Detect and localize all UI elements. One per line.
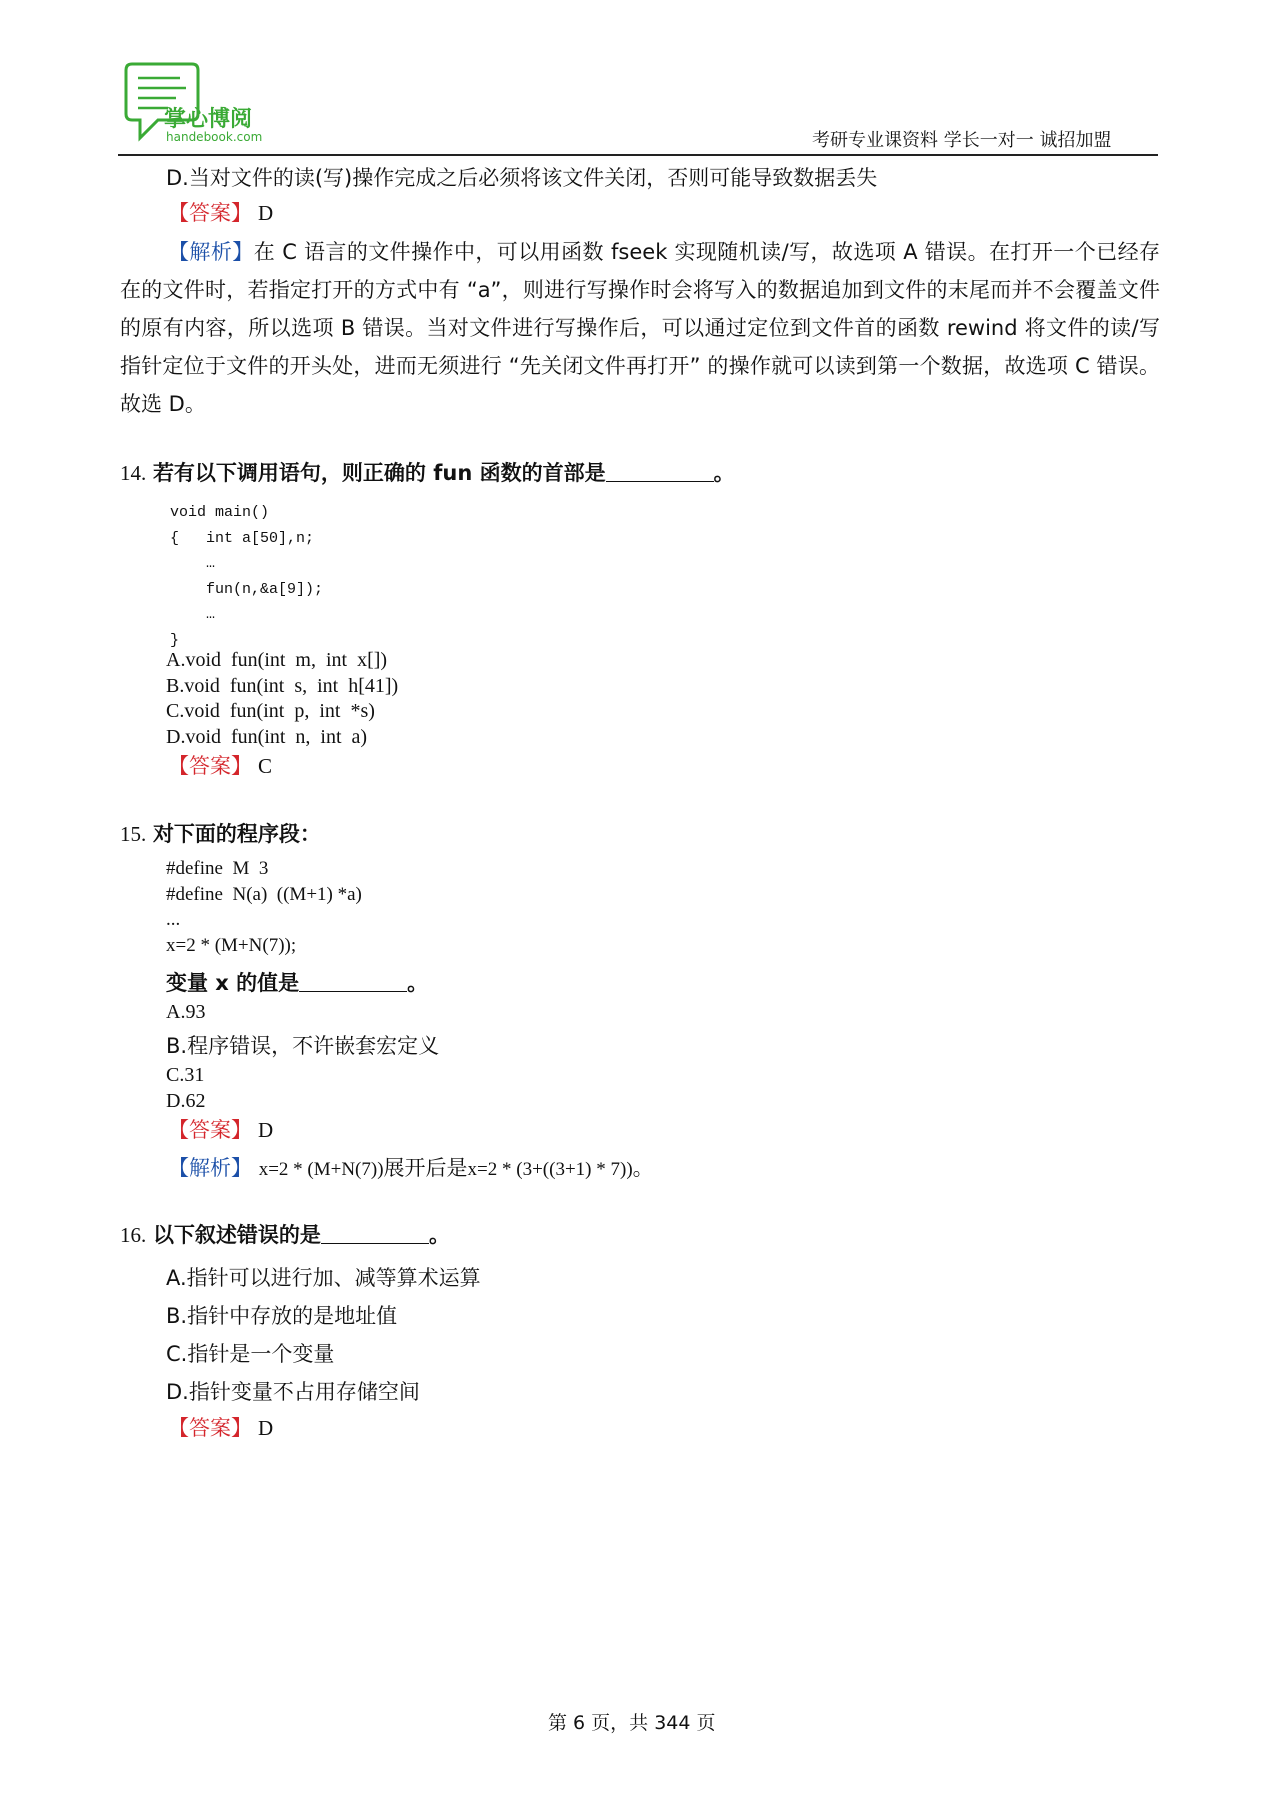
- page-number: 第 6 页，共 344 页: [548, 1712, 716, 1734]
- code-line: …: [170, 555, 216, 572]
- code-line: ...: [166, 909, 181, 930]
- analysis-expr-expanded: x=2 * (3+((3+1) * 7)): [467, 1159, 633, 1180]
- question-period: 。: [407, 971, 429, 995]
- analysis-label: 【解析】: [168, 1156, 252, 1180]
- q13-answer: [168, 199, 273, 227]
- code-line: #define M 3: [166, 858, 269, 879]
- option-a: A.93: [166, 1001, 206, 1023]
- option-b: B.程序错误，不许嵌套宏定义: [166, 1034, 440, 1058]
- header-tagline: 考研专业课资料 学长一对一 诚招加盟: [812, 130, 1112, 151]
- option-b: B.void fun(int s, int h[41]): [166, 674, 399, 697]
- answer-label: 【答案】: [168, 201, 252, 225]
- answer-label: 【答案】: [168, 754, 252, 778]
- option-c: C.31: [166, 1064, 205, 1086]
- answer-value: D: [258, 201, 274, 225]
- analysis-text: 在 C 语言的文件操作中，可以用函数 fseek 实现随机读/写，故选项 A 错误。在打开一个已经存在的文件时，若指定打开的方式中有 “a”，则进行写操作时会将写入的数据追加到文件的末尾而并不会覆盖文件的原有内容，所以选项 B 错误。当对文件进行写操作后，可以通过定位到文件首的函数 rewind 将文件的读/写指针定位于文件的开头处，进而无须进行 “先关闭文件再打开” 的操作就可以读到第一个数据，故选项 C 错误。故选 D。: [120, 240, 1160, 416]
- logo-chinese-name: 掌心博阅: [164, 107, 253, 132]
- option-a: A.指针可以进行加、减等算术运算: [166, 1266, 481, 1290]
- header-rule: [118, 154, 1158, 156]
- option-c: C.指针是一个变量: [166, 1342, 335, 1366]
- answer-value: D: [258, 1118, 274, 1142]
- q16-stem: [120, 1221, 450, 1249]
- question-period: 。: [428, 1223, 450, 1247]
- q14-answer: [168, 752, 272, 780]
- code-line: { int a[50],n;: [170, 529, 315, 547]
- q13-option-d: D.当对文件的读(写)操作完成之后必须将该文件关闭，否则可能导致数据丢失: [166, 166, 878, 190]
- logo: [120, 58, 280, 144]
- q14-code: [170, 500, 323, 653]
- q13-analysis: [120, 233, 1160, 423]
- option-b: B.指针中存放的是地址值: [166, 1304, 398, 1328]
- code-line: x=2 * (M+N(7));: [166, 934, 297, 956]
- logo-domain: handebook.com: [166, 130, 263, 144]
- code-line: }: [170, 631, 180, 649]
- option-d: D.void fun(int n, int a): [166, 725, 368, 748]
- q15-code: [166, 856, 362, 958]
- option-c: C.void fun(int p, int *s): [166, 700, 375, 722]
- question-text: 若有以下调用语句，则正确的 fun 函数的首部是: [152, 461, 606, 485]
- answer-label: 【答案】: [168, 1416, 252, 1440]
- analysis-period: 。: [632, 1156, 654, 1180]
- code-line: fun(n,&a[9]);: [170, 580, 324, 598]
- q16-options: [166, 1259, 481, 1411]
- answer-value: D: [258, 1416, 274, 1440]
- question-number: 15.: [120, 822, 147, 846]
- q15-stem: [120, 820, 321, 848]
- analysis-label: 【解析】: [168, 240, 254, 264]
- answer-blank: [606, 461, 714, 482]
- question-text: 对下面的程序段：: [152, 822, 321, 846]
- q15-analysis: [168, 1154, 654, 1184]
- sub-question-text: 变量 x 的值是: [166, 971, 300, 995]
- code-line: #define N(a) ((M+1) *a): [166, 883, 362, 905]
- code-line: void main(): [170, 504, 270, 521]
- question-number: 16.: [120, 1223, 147, 1247]
- question-period: 。: [713, 461, 735, 485]
- answer-blank: [321, 1223, 429, 1244]
- answer-label: 【答案】: [168, 1118, 252, 1142]
- option-d: D.62: [166, 1090, 206, 1112]
- q16-answer: [168, 1414, 273, 1442]
- analysis-expr: x=2 * (M+N(7)): [258, 1159, 384, 1180]
- q14-stem: [120, 459, 735, 487]
- code-line: …: [170, 606, 216, 623]
- analysis-text: 展开后是: [383, 1156, 468, 1180]
- option-d: D.指针变量不占用存储空间: [166, 1380, 420, 1404]
- answer-blank: [299, 971, 407, 992]
- q15-answer: [168, 1116, 273, 1144]
- answer-value: C: [258, 754, 273, 778]
- question-number: 14.: [120, 461, 147, 485]
- q15-sub-question: [166, 969, 428, 997]
- question-text: 以下叙述错误的是: [152, 1223, 321, 1247]
- option-a: A.void fun(int m, int x[]): [166, 649, 388, 671]
- q14-options: [166, 648, 398, 750]
